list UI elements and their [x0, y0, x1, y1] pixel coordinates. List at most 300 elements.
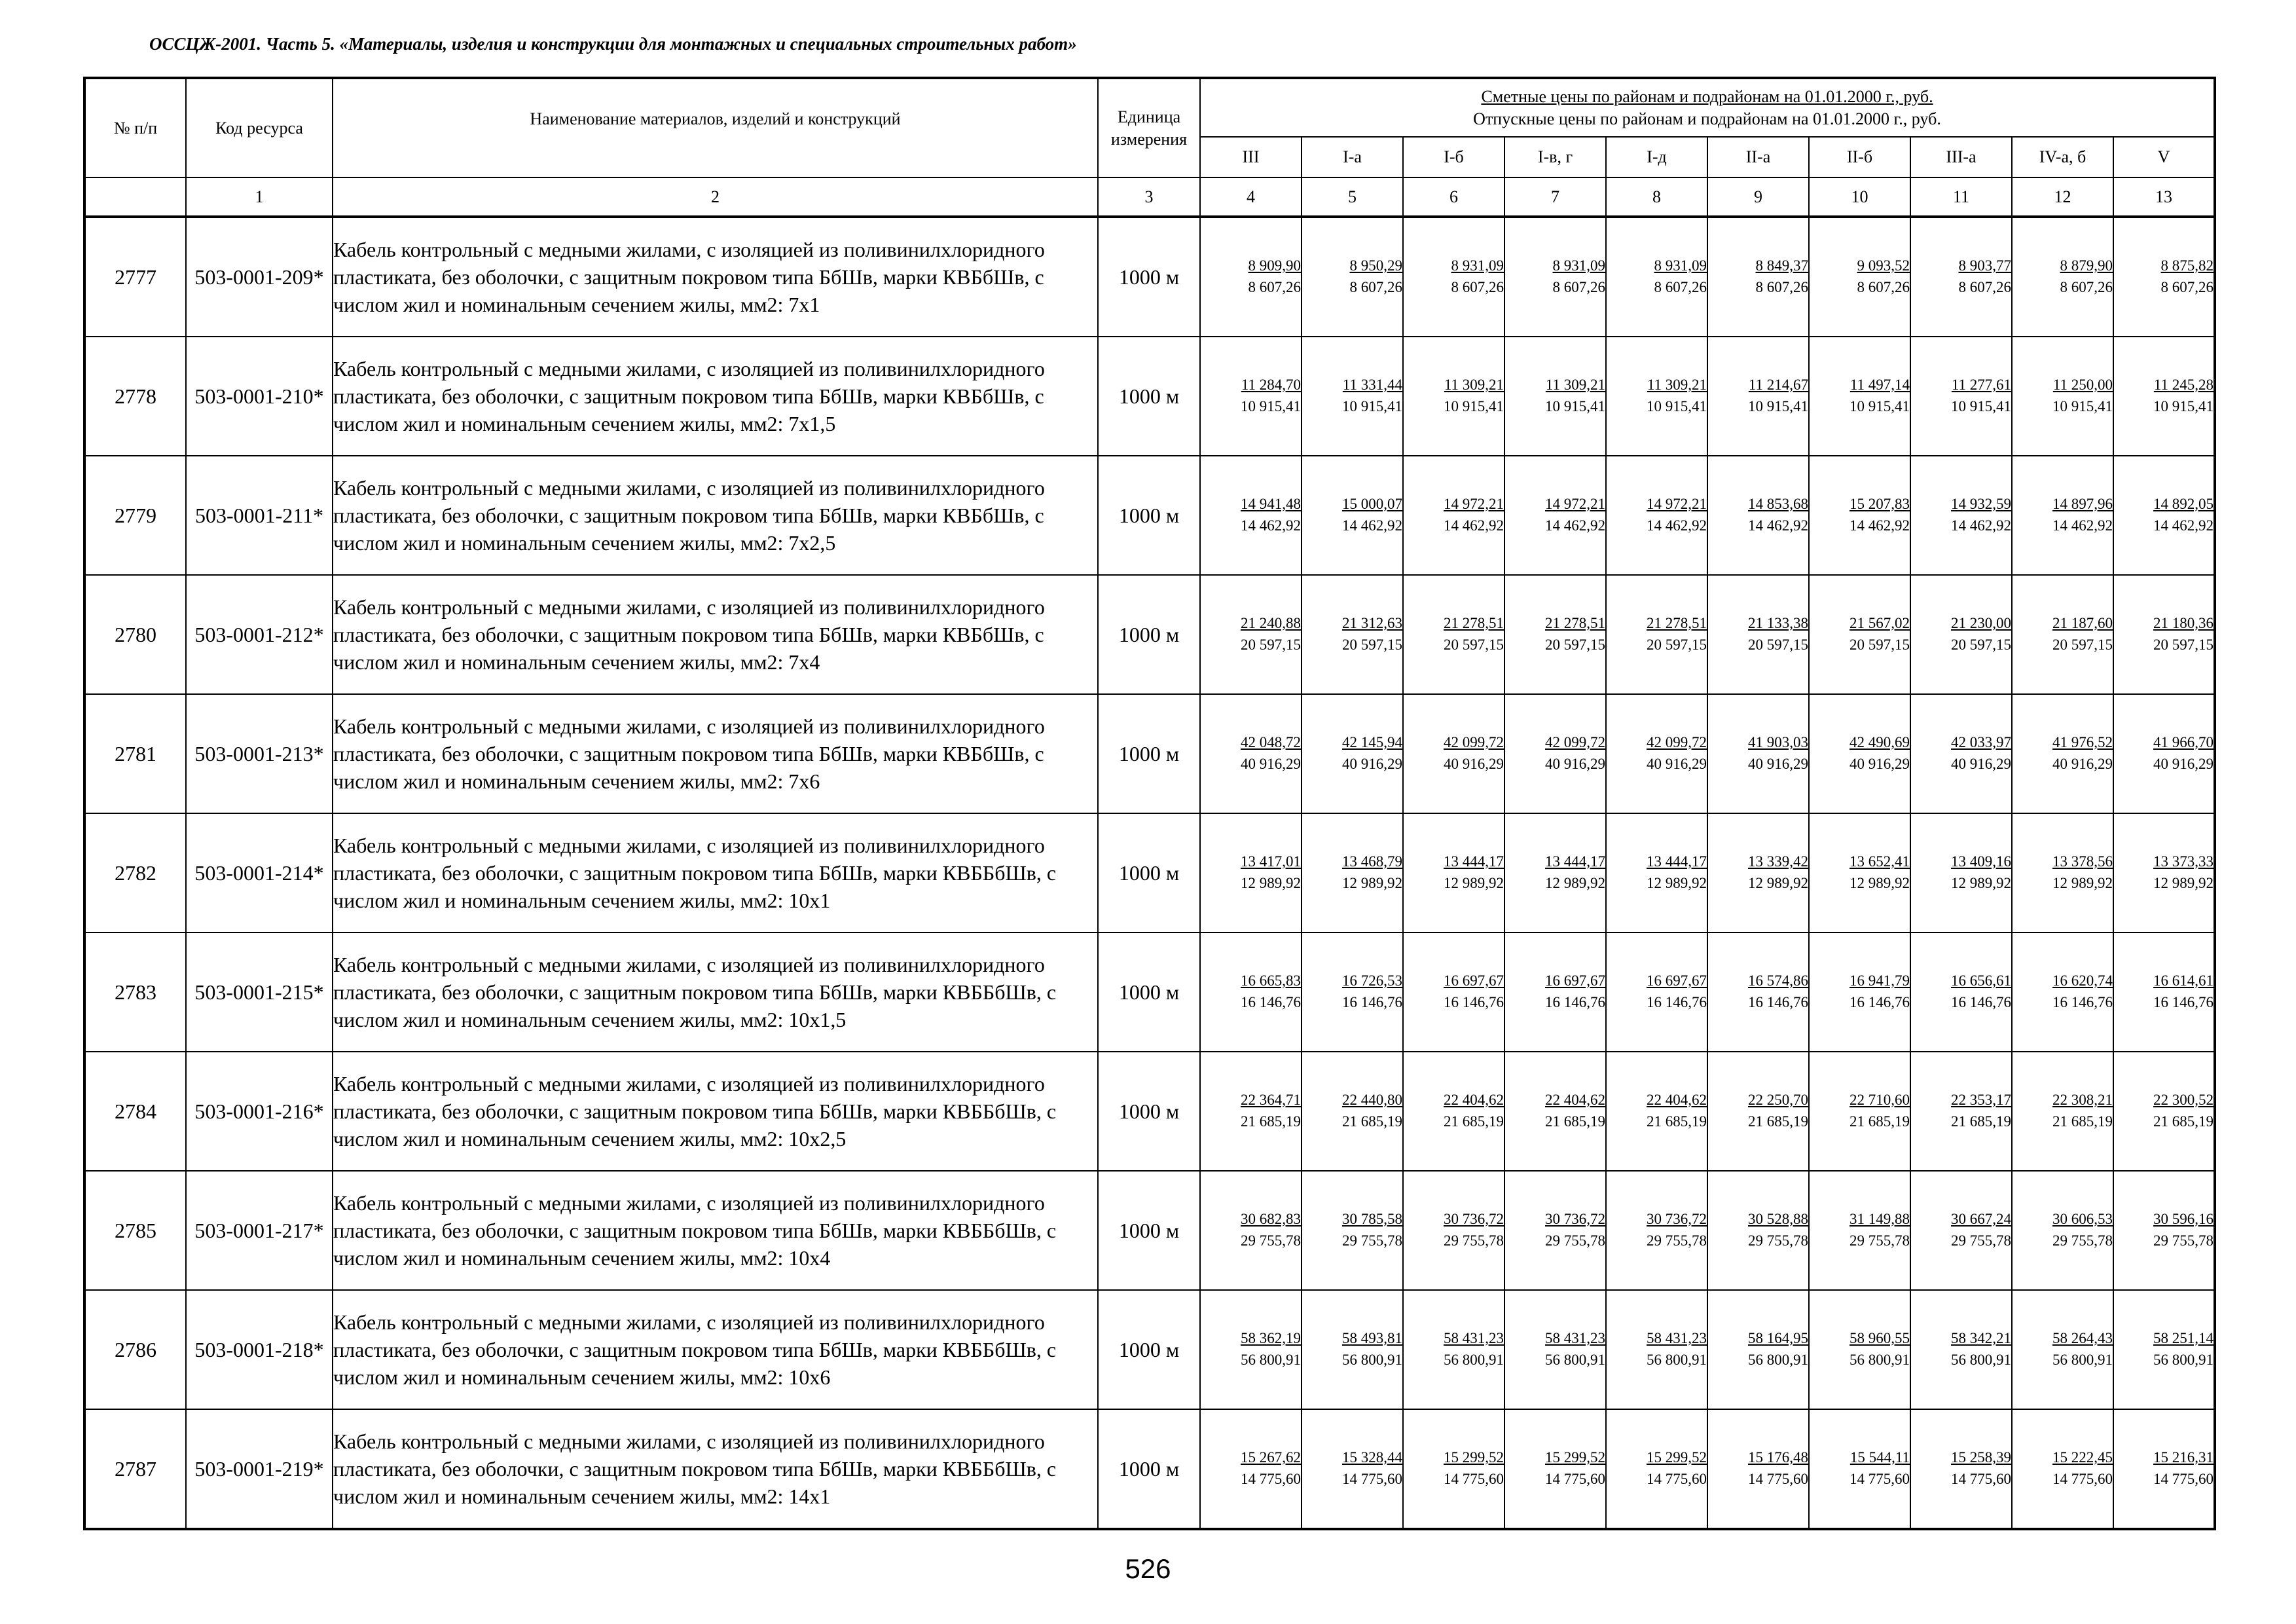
estimate-price: 58 251,14	[2153, 1330, 2214, 1346]
price-cell	[1403, 575, 1504, 694]
release-price: 21 685,19	[1951, 1113, 2011, 1130]
price-cell	[1302, 217, 1403, 337]
release-price: 16 146,76	[1342, 994, 1402, 1010]
price-cell	[1707, 1290, 1809, 1409]
column-number: 13	[2113, 177, 2215, 217]
estimate-price: 15 544,11	[1850, 1449, 1910, 1466]
estimate-price: 30 667,24	[1951, 1211, 2011, 1227]
estimate-price: 58 264,43	[2052, 1330, 2113, 1346]
release-price: 10 915,41	[1951, 398, 2011, 415]
estimate-price: 22 404,62	[1647, 1092, 1707, 1108]
release-price: 14 462,92	[1850, 517, 1910, 534]
release-price: 56 800,91	[2153, 1352, 2214, 1368]
release-price: 56 800,91	[1850, 1352, 1910, 1368]
unit-of-measure: 1000 м	[1098, 1409, 1200, 1529]
estimate-price: 11 309,21	[1647, 377, 1707, 393]
price-cell	[1200, 575, 1302, 694]
price-cell	[1403, 694, 1504, 813]
region-header: II-б	[1809, 137, 1910, 177]
price-cell	[1504, 813, 1606, 932]
estimate-price: 16 697,67	[1444, 972, 1504, 989]
table-header	[84, 78, 2215, 217]
region-header: IV-а, б	[2012, 137, 2113, 177]
release-price: 29 755,78	[2153, 1232, 2214, 1249]
table-body	[84, 217, 2215, 1529]
price-cell	[1910, 1052, 2012, 1171]
estimate-price: 21 230,00	[1951, 615, 2011, 631]
estimate-price: 42 099,72	[1444, 734, 1504, 750]
release-price: 12 989,92	[1647, 875, 1707, 891]
unit-of-measure: 1000 м	[1098, 1171, 1200, 1290]
price-cell	[2012, 337, 2113, 456]
estimate-price: 15 258,39	[1951, 1449, 2011, 1466]
price-cell	[2113, 575, 2215, 694]
price-cell	[1809, 337, 1910, 456]
estimate-price: 22 710,60	[1850, 1092, 1910, 1108]
estimate-price: 58 342,21	[1951, 1330, 2011, 1346]
price-cell	[2113, 1052, 2215, 1171]
row-number: 2784	[84, 1052, 186, 1171]
price-cell	[1302, 1052, 1403, 1171]
release-price: 29 755,78	[1444, 1232, 1504, 1249]
release-price: 14 462,92	[1444, 517, 1504, 534]
estimate-price: 13 378,56	[2052, 853, 2113, 870]
price-cell	[2113, 337, 2215, 456]
release-price: 12 989,92	[1342, 875, 1402, 891]
price-cell	[1606, 1290, 1707, 1409]
release-price: 16 146,76	[1647, 994, 1707, 1010]
column-number: 8	[1606, 177, 1707, 217]
estimate-price: 11 245,28	[2153, 377, 2214, 393]
release-price: 14 775,60	[2153, 1471, 2214, 1487]
price-cell	[1200, 1052, 1302, 1171]
estimate-price: 16 726,53	[1342, 972, 1402, 989]
release-price: 21 685,19	[1342, 1113, 1402, 1130]
estimate-price: 58 431,23	[1444, 1330, 1504, 1346]
release-price: 40 916,29	[1748, 756, 1808, 772]
release-price: 12 989,92	[1241, 875, 1301, 891]
price-cell	[1302, 337, 1403, 456]
price-cell	[2113, 694, 2215, 813]
release-price: 16 146,76	[1850, 994, 1910, 1010]
release-price: 56 800,91	[2052, 1352, 2113, 1368]
release-price: 29 755,78	[1241, 1232, 1301, 1249]
price-cell	[1403, 1052, 1504, 1171]
price-cell	[1910, 1290, 2012, 1409]
release-price: 29 755,78	[1951, 1232, 2011, 1249]
table-row	[84, 1052, 2215, 1171]
release-price: 40 916,29	[1342, 756, 1402, 772]
price-cell	[1200, 694, 1302, 813]
col-header-prices	[1200, 78, 2215, 137]
release-price: 16 146,76	[1241, 994, 1301, 1010]
price-cell	[1606, 694, 1707, 813]
price-cell	[2012, 217, 2113, 337]
price-cell	[2012, 456, 2113, 575]
price-cell	[2113, 456, 2215, 575]
col-header-code: Код ресурса	[186, 78, 333, 177]
resource-code: 503-0001-219*	[186, 1409, 333, 1529]
release-price: 8 607,26	[1755, 279, 1808, 295]
price-cell	[1809, 456, 1910, 575]
release-price: 56 800,91	[1951, 1352, 2011, 1368]
column-number: 7	[1504, 177, 1606, 217]
release-price: 8 607,26	[1857, 279, 1910, 295]
release-price: 14 462,92	[1241, 517, 1301, 534]
col-header-unit: Единица измерения	[1098, 78, 1200, 177]
price-cell	[1809, 1409, 1910, 1529]
price-cell	[1606, 1409, 1707, 1529]
estimate-price: 15 299,52	[1545, 1449, 1605, 1466]
release-price: 14 775,60	[1545, 1471, 1605, 1487]
price-cell	[1200, 456, 1302, 575]
price-cell	[1606, 456, 1707, 575]
price-cell	[1302, 813, 1403, 932]
estimate-price: 16 697,67	[1647, 972, 1707, 989]
estimate-price: 8 931,09	[1552, 257, 1605, 274]
estimate-price: 16 620,74	[2052, 972, 2113, 989]
column-number: 1	[186, 177, 333, 217]
estimate-price: 15 328,44	[1342, 1449, 1402, 1466]
region-header: I-а	[1302, 137, 1403, 177]
price-cell	[1809, 932, 1910, 1052]
row-number: 2783	[84, 932, 186, 1052]
estimate-price: 58 493,81	[1342, 1330, 1402, 1346]
estimate-price: 11 497,14	[1850, 377, 1910, 393]
table-row	[84, 694, 2215, 813]
estimate-price: 15 267,62	[1241, 1449, 1301, 1466]
estimate-price: 14 972,21	[1444, 496, 1504, 512]
release-price: 14 775,60	[1241, 1471, 1301, 1487]
estimate-price: 15 216,31	[2153, 1449, 2214, 1466]
table-row	[84, 575, 2215, 694]
release-price: 10 915,41	[1444, 398, 1504, 415]
material-name: Кабель контрольный с медными жилами, с изоляцией из поливинилхлоридного пластиката, без оболочки, с защитным покровом типа БбШв, марки КВБбШв, с числом жил и номинальным сечением жилы, мм2: 7х1,5	[333, 337, 1098, 456]
estimate-price: 21 567,02	[1850, 615, 1910, 631]
price-cell	[1910, 813, 2012, 932]
price-cell	[1302, 694, 1403, 813]
price-cell	[1302, 456, 1403, 575]
row-number: 2781	[84, 694, 186, 813]
estimate-price: 22 308,21	[2052, 1092, 2113, 1108]
estimate-price: 14 941,48	[1241, 496, 1301, 512]
price-cell	[2113, 932, 2215, 1052]
price-table	[83, 77, 2216, 1530]
release-price: 14 775,60	[1444, 1471, 1504, 1487]
price-cell	[1200, 1290, 1302, 1409]
release-price: 20 597,15	[2153, 637, 2214, 653]
resource-code: 503-0001-214*	[186, 813, 333, 932]
price-cell	[2113, 1290, 2215, 1409]
price-cell	[1707, 1171, 1809, 1290]
release-price: 20 597,15	[1545, 637, 1605, 653]
release-price: 10 915,41	[1545, 398, 1605, 415]
resource-code: 503-0001-212*	[186, 575, 333, 694]
release-price: 20 597,15	[1342, 637, 1402, 653]
release-price: 56 800,91	[1241, 1352, 1301, 1368]
estimate-price: 13 444,17	[1444, 853, 1504, 870]
price-cell	[1403, 813, 1504, 932]
unit-of-measure: 1000 м	[1098, 217, 1200, 337]
estimate-price: 15 299,52	[1444, 1449, 1504, 1466]
col-header-num: № п/п	[84, 78, 186, 177]
unit-of-measure: 1000 м	[1098, 1052, 1200, 1171]
release-price: 29 755,78	[1647, 1232, 1707, 1249]
estimate-price: 16 656,61	[1951, 972, 2011, 989]
price-cell	[1606, 1052, 1707, 1171]
release-price: 8 607,26	[1248, 279, 1301, 295]
column-number: 11	[1910, 177, 2012, 217]
release-price: 14 462,92	[1342, 517, 1402, 534]
estimate-price: 41 976,52	[2052, 734, 2113, 750]
estimate-price: 22 404,62	[1444, 1092, 1504, 1108]
estimate-price: 58 960,55	[1850, 1330, 1910, 1346]
price-cell	[1707, 575, 1809, 694]
price-cell	[1200, 337, 1302, 456]
estimate-price: 22 364,71	[1241, 1092, 1301, 1108]
row-number: 2778	[84, 337, 186, 456]
estimate-price: 14 932,59	[1951, 496, 2011, 512]
release-price: 14 775,60	[1748, 1471, 1808, 1487]
estimate-price: 58 431,23	[1545, 1330, 1605, 1346]
column-number: 4	[1200, 177, 1302, 217]
price-cell	[1707, 337, 1809, 456]
estimate-price: 22 300,52	[2153, 1092, 2214, 1108]
release-price: 8 607,26	[1349, 279, 1402, 295]
price-cell	[1910, 337, 2012, 456]
price-cell	[1403, 217, 1504, 337]
release-price: 10 915,41	[1748, 398, 1808, 415]
region-header: III	[1200, 137, 1302, 177]
price-cell	[1302, 575, 1403, 694]
estimate-price: 13 339,42	[1748, 853, 1808, 870]
unit-of-measure: 1000 м	[1098, 456, 1200, 575]
release-price: 40 916,29	[2153, 756, 2214, 772]
price-cell	[1403, 1171, 1504, 1290]
price-cell	[2012, 932, 2113, 1052]
estimate-price: 11 331,44	[1342, 377, 1402, 393]
estimate-price: 42 048,72	[1241, 734, 1301, 750]
release-price: 21 685,19	[1647, 1113, 1707, 1130]
release-price: 56 800,91	[1342, 1352, 1402, 1368]
resource-code: 503-0001-217*	[186, 1171, 333, 1290]
price-cell	[1809, 217, 1910, 337]
estimate-price: 16 941,79	[1850, 972, 1910, 989]
estimate-price: 21 278,51	[1545, 615, 1605, 631]
estimate-price: 11 277,61	[1951, 377, 2011, 393]
price-cell	[1200, 217, 1302, 337]
price-cell	[1302, 1171, 1403, 1290]
material-name: Кабель контрольный с медными жилами, с изоляцией из поливинилхлоридного пластиката, без оболочки, с защитным покровом типа БбШв, марки КВББбШв, с числом жил и номинальным сечением жилы, мм2: 10х4	[333, 1171, 1098, 1290]
estimate-price: 21 187,60	[2052, 615, 2113, 631]
release-price: 10 915,41	[1342, 398, 1402, 415]
col-header-name: Наименование материалов, изделий и конструкций	[333, 78, 1098, 177]
release-price: 40 916,29	[1951, 756, 2011, 772]
price-cell	[1504, 1290, 1606, 1409]
release-price: 12 989,92	[1850, 875, 1910, 891]
price-cell	[1403, 456, 1504, 575]
release-price: 56 800,91	[1647, 1352, 1707, 1368]
estimate-price: 9 093,52	[1857, 257, 1910, 274]
release-price: 16 146,76	[2153, 994, 2214, 1010]
estimate-price: 21 278,51	[1647, 615, 1707, 631]
release-price: 10 915,41	[1850, 398, 1910, 415]
release-price: 10 915,41	[1241, 398, 1301, 415]
price-cell	[1200, 932, 1302, 1052]
estimate-price: 21 133,38	[1748, 615, 1808, 631]
release-price: 12 989,92	[1545, 875, 1605, 891]
material-name: Кабель контрольный с медными жилами, с изоляцией из поливинилхлоридного пластиката, без оболочки, с защитным покровом типа БбШв, марки КВБбШв, с числом жил и номинальным сечением жилы, мм2: 7х6	[333, 694, 1098, 813]
release-price: 40 916,29	[1444, 756, 1504, 772]
price-cell	[1910, 694, 2012, 813]
estimate-price: 15 299,52	[1647, 1449, 1707, 1466]
release-price: 14 462,92	[1951, 517, 2011, 534]
estimate-price: 22 440,80	[1342, 1092, 1402, 1108]
release-price: 12 989,92	[2052, 875, 2113, 891]
release-price: 10 915,41	[1647, 398, 1707, 415]
price-cell	[1403, 1409, 1504, 1529]
estimate-price: 22 353,17	[1951, 1092, 2011, 1108]
price-cell	[2012, 813, 2113, 932]
price-cell	[1809, 813, 1910, 932]
release-price: 8 607,26	[2160, 279, 2214, 295]
estimate-price: 13 373,33	[2153, 853, 2214, 870]
column-number: 9	[1707, 177, 1809, 217]
estimate-price: 42 033,97	[1951, 734, 2011, 750]
price-cell	[1910, 456, 2012, 575]
estimate-price: 8 879,90	[2060, 257, 2113, 274]
release-price: 29 755,78	[1748, 1232, 1808, 1249]
price-cell	[1504, 1171, 1606, 1290]
release-price: 14 462,92	[1748, 517, 1808, 534]
document-header: ОССЦЖ-2001. Часть 5. «Материалы, изделия и конструкции для монтажных и специальных строительных работ»	[149, 34, 1077, 54]
table-row	[84, 337, 2215, 456]
release-price: 16 146,76	[1748, 994, 1808, 1010]
unit-of-measure: 1000 м	[1098, 932, 1200, 1052]
release-price: 16 146,76	[1951, 994, 2011, 1010]
material-name: Кабель контрольный с медными жилами, с изоляцией из поливинилхлоридного пластиката, без оболочки, с защитным покровом типа БбШв, марки КВББбШв, с числом жил и номинальным сечением жилы, мм2: 10х1	[333, 813, 1098, 932]
release-price: 29 755,78	[1342, 1232, 1402, 1249]
estimate-price: 8 931,09	[1451, 257, 1504, 274]
prices-estimate-label: Сметные цены по районам и подрайонам на 01.01.2000 г., руб.	[1481, 86, 1933, 106]
estimate-price: 15 176,48	[1748, 1449, 1808, 1466]
estimate-price: 41 903,03	[1748, 734, 1808, 750]
estimate-price: 13 652,41	[1850, 853, 1910, 870]
release-price: 16 146,76	[2052, 994, 2113, 1010]
estimate-price: 22 404,62	[1545, 1092, 1605, 1108]
material-name: Кабель контрольный с медными жилами, с изоляцией из поливинилхлоридного пластиката, без оболочки, с защитным покровом типа БбШв, марки КВБбШв, с числом жил и номинальным сечением жилы, мм2: 7х1	[333, 217, 1098, 337]
estimate-price: 42 099,72	[1545, 734, 1605, 750]
region-header: I-д	[1606, 137, 1707, 177]
release-price: 12 989,92	[2153, 875, 2214, 891]
column-number: 6	[1403, 177, 1504, 217]
price-cell	[1504, 575, 1606, 694]
estimate-price: 13 409,16	[1951, 853, 2011, 870]
unit-of-measure: 1000 м	[1098, 337, 1200, 456]
price-cell	[1504, 1409, 1606, 1529]
estimate-price: 30 785,58	[1342, 1211, 1402, 1227]
release-price: 56 800,91	[1545, 1352, 1605, 1368]
unit-of-measure: 1000 м	[1098, 694, 1200, 813]
column-number: 5	[1302, 177, 1403, 217]
price-cell	[2012, 694, 2113, 813]
price-cell	[1809, 575, 1910, 694]
price-cell	[1403, 932, 1504, 1052]
estimate-price: 30 596,16	[2153, 1211, 2214, 1227]
release-price: 8 607,26	[1552, 279, 1605, 295]
estimate-price: 58 164,95	[1748, 1330, 1808, 1346]
release-price: 12 989,92	[1444, 875, 1504, 891]
estimate-price: 30 528,88	[1748, 1211, 1808, 1227]
region-header: I-в, г	[1504, 137, 1606, 177]
price-cell	[1707, 813, 1809, 932]
estimate-price: 16 614,61	[2153, 972, 2214, 989]
estimate-price: 11 214,67	[1748, 377, 1808, 393]
price-cell	[1910, 575, 2012, 694]
page-number: 526	[1125, 1553, 1171, 1584]
row-number: 2779	[84, 456, 186, 575]
price-cell	[1504, 217, 1606, 337]
resource-code: 503-0001-215*	[186, 932, 333, 1052]
release-price: 21 685,19	[1850, 1113, 1910, 1130]
resource-code: 503-0001-209*	[186, 217, 333, 337]
estimate-price: 8 849,37	[1755, 257, 1808, 274]
material-name: Кабель контрольный с медными жилами, с изоляцией из поливинилхлоридного пластиката, без оболочки, с защитным покровом типа БбШв, марки КВББбШв, с числом жил и номинальным сечением жилы, мм2: 10х1,5	[333, 932, 1098, 1052]
price-cell	[1606, 813, 1707, 932]
release-price: 21 685,19	[1241, 1113, 1301, 1130]
release-price: 40 916,29	[1545, 756, 1605, 772]
unit-of-measure: 1000 м	[1098, 813, 1200, 932]
release-price: 14 462,92	[2052, 517, 2113, 534]
release-price: 8 607,26	[2060, 279, 2113, 295]
column-number-row	[84, 177, 2215, 217]
release-price: 14 775,60	[1850, 1471, 1910, 1487]
row-number: 2786	[84, 1290, 186, 1409]
release-price: 8 607,26	[1958, 279, 2011, 295]
release-price: 29 755,78	[1850, 1232, 1910, 1249]
release-price: 20 597,15	[2052, 637, 2113, 653]
price-cell	[1606, 1171, 1707, 1290]
table-row	[84, 813, 2215, 932]
estimate-price: 30 606,53	[2052, 1211, 2113, 1227]
estimate-price: 42 099,72	[1647, 734, 1707, 750]
row-number: 2782	[84, 813, 186, 932]
estimate-price: 15 222,45	[2052, 1449, 2113, 1466]
release-price: 21 685,19	[2153, 1113, 2214, 1130]
estimate-price: 21 180,36	[2153, 615, 2214, 631]
price-cell	[1504, 932, 1606, 1052]
estimate-price: 41 966,70	[2153, 734, 2214, 750]
region-header: V	[2113, 137, 2215, 177]
resource-code: 503-0001-218*	[186, 1290, 333, 1409]
price-cell	[1504, 456, 1606, 575]
release-price: 14 775,60	[1951, 1471, 2011, 1487]
price-cell	[1910, 1409, 2012, 1529]
release-price: 40 916,29	[1241, 756, 1301, 772]
column-number: 10	[1809, 177, 1910, 217]
unit-of-measure: 1000 м	[1098, 575, 1200, 694]
estimate-price: 58 362,19	[1241, 1330, 1301, 1346]
release-price: 56 800,91	[1748, 1352, 1808, 1368]
table-row	[84, 932, 2215, 1052]
release-price: 12 989,92	[1951, 875, 2011, 891]
release-price: 20 597,15	[1647, 637, 1707, 653]
release-price: 21 685,19	[1748, 1113, 1808, 1130]
estimate-price: 16 574,86	[1748, 972, 1808, 989]
price-cell	[2012, 1409, 2113, 1529]
release-price: 8 607,26	[1654, 279, 1707, 295]
estimate-price: 8 903,77	[1958, 257, 2011, 274]
